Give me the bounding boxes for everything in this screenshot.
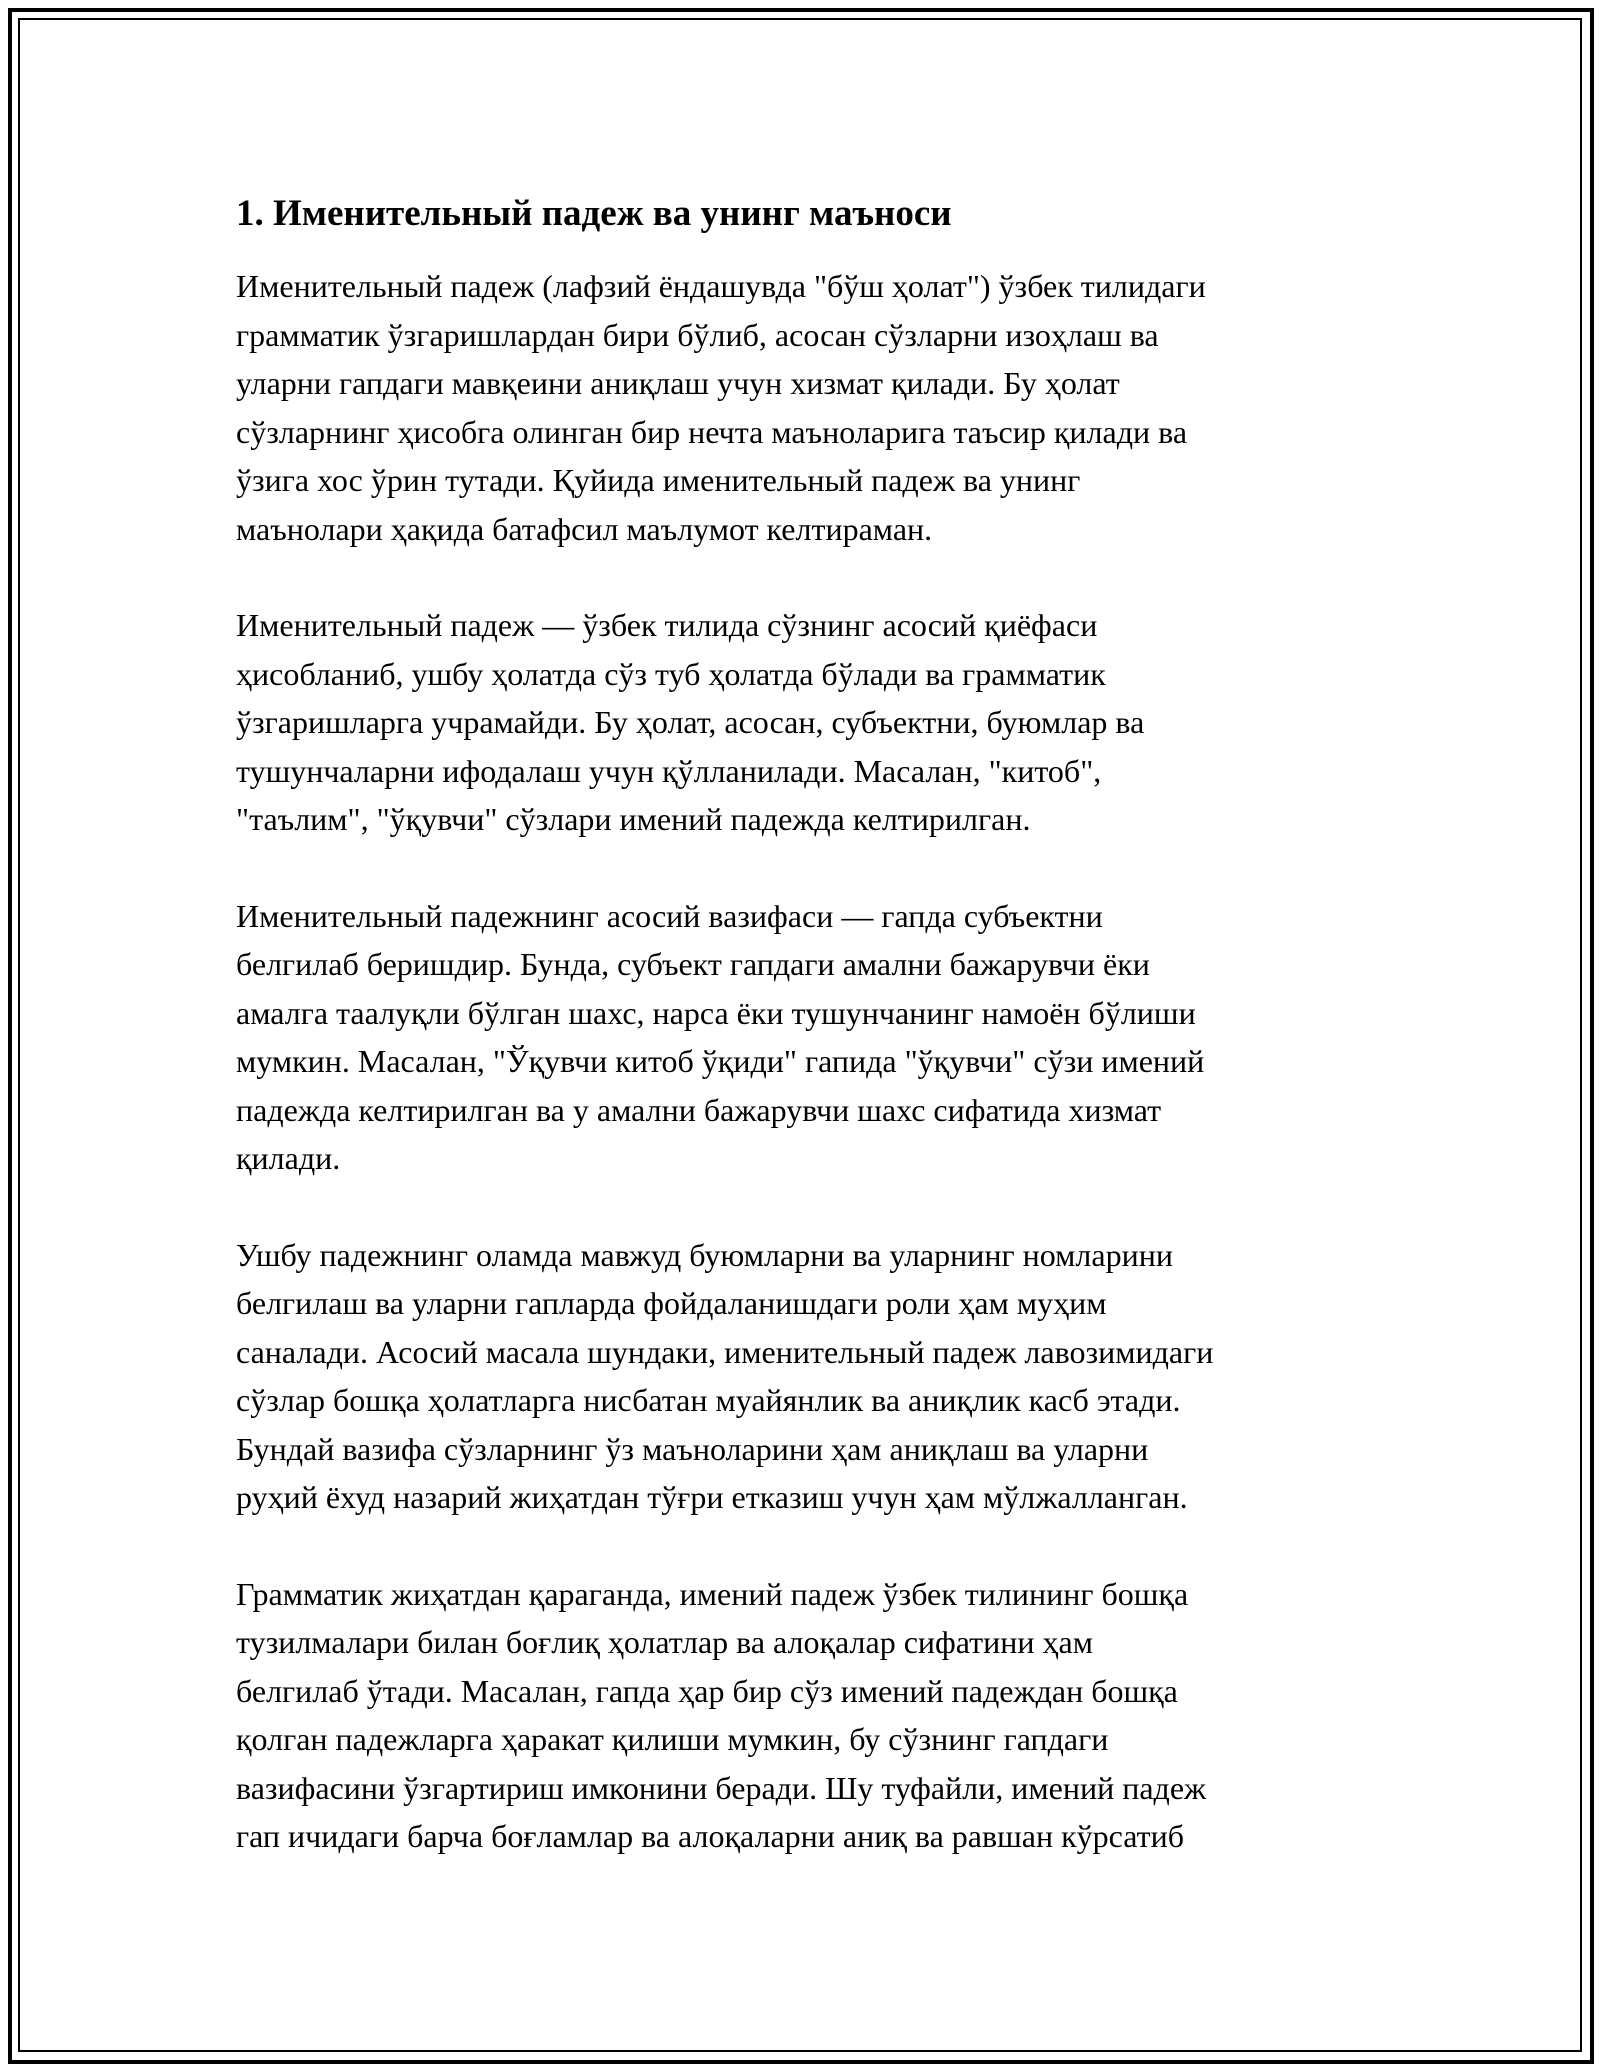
- paragraph-2: [236, 601, 1366, 844]
- paragraph-line: Именительный падеж (лафзий ёндашувда "бўш ҳолат") ўзбек тилидаги: [236, 268, 1206, 304]
- paragraph-line: мумкин. Масалан, "Ўқувчи китоб ўқиди" гапида "ўқувчи" сўзи имений: [236, 1043, 1205, 1079]
- paragraph-line: руҳий ёхуд назарий жиҳатдан тўғри етказиш учун ҳам мўлжалланган.: [236, 1479, 1188, 1515]
- paragraph-line: Грамматик жиҳатдан қараганда, имений падеж ўзбек тилининг бошқа: [236, 1575, 1189, 1612]
- paragraph-4: [236, 1231, 1366, 1522]
- paragraph-line: падежда келтирилган ва у амални бажарувчи шахс сифатида хизмат: [236, 1091, 1162, 1128]
- paragraph-line: грамматик ўзгаришлардан бири бўлиб, асосан сўзларни изоҳлаш ва: [236, 316, 1159, 353]
- paragraph-3: [236, 892, 1366, 1183]
- paragraph-line: белгилаб беришдир. Бунда, субъект гапдаги амални бажарувчи ёки: [236, 946, 1150, 982]
- paragraph-line: белгилаб ўтади. Масалан, гапда ҳар бир сўз имений падеждан бошқа: [236, 1672, 1178, 1709]
- paragraph-line: амалга таалуқли бўлган шахс, нарса ёки тушунчанинг намоён бўлиши: [236, 994, 1196, 1031]
- paragraph-line: маънолари ҳақида батафсил маълумот келтираман.: [236, 510, 933, 547]
- paragraph-5: [236, 1570, 1366, 1861]
- paragraph-line: ўзига хос ўрин тутади. Қуйида именительный падеж ва унинг: [236, 462, 1081, 498]
- paragraph-line: сўзларнинг ҳисобга олинган бир нечта маъноларига таъсир қилади ва: [236, 413, 1188, 450]
- paragraph-line: қолган падежларга ҳаракат қилиши мумкин, бу сўзнинг гапдаги: [236, 1721, 1109, 1757]
- paragraph-line: вазифасини ўзгартириш имконини беради. Шу туфайли, имений падеж: [236, 1769, 1207, 1806]
- paragraph-line: Ушбу падежнинг оламда мавжуд буюмларни ва уларнинг номларини: [236, 1236, 1173, 1273]
- paragraph-line: қилади.: [236, 1140, 341, 1176]
- paragraph-line: тузилмалари билан боғлиқ ҳолатлар ва алоқалар сифатини ҳам: [236, 1624, 1093, 1660]
- paragraph-line: гап ичидаги барча боғламлар ва алоқаларни аниқ ва равшан кўрсатиб: [236, 1818, 1184, 1854]
- paragraph-line: Бундай вазифа сўзларнинг ўз маъноларини ҳам аниқлаш ва уларни: [236, 1430, 1149, 1467]
- paragraph-1: [236, 262, 1366, 553]
- paragraph-line: уларни гапдаги мавқеини аниқлаш учун хизмат қилади. Бу ҳолат: [236, 365, 1120, 401]
- section-heading: 1. Именительный падеж ва унинг маъноси: [236, 193, 952, 234]
- paragraph-line: ўзгаришларга учрамайди. Бу ҳолат, асосан, субъектни, буюмлар ва: [236, 704, 1145, 740]
- document-body: [236, 186, 1366, 1909]
- paragraph-line: сўзлар бошқа ҳолатларга нисбатан муайянлик ва аниқлик касб этади.: [236, 1382, 1181, 1418]
- paragraph-line: "таълим", "ўқувчи" сўзлари имений падежда келтирилган.: [236, 801, 1031, 837]
- paragraph-line: Именительный падежнинг асосий вазифаси — гапда субъектни: [236, 897, 1103, 934]
- paragraph-line: тушунчаларни ифодалаш учун қўлланилади. Масалан, "китоб",: [236, 752, 1102, 789]
- paragraph-line: ҳисобланиб, ушбу ҳолатда сўз туб ҳолатда бўлади ва грамматик: [236, 655, 1106, 692]
- paragraph-line: саналади. Асосий масала шундаки, именительный падеж лавозимидаги: [236, 1333, 1214, 1370]
- paragraph-line: Именительный падеж — ўзбек тилида сўзнинг асосий қиёфаси: [236, 607, 1098, 643]
- paragraph-line: белгилаш ва уларни гапларда фойдаланишдаги роли ҳам муҳим: [236, 1285, 1107, 1321]
